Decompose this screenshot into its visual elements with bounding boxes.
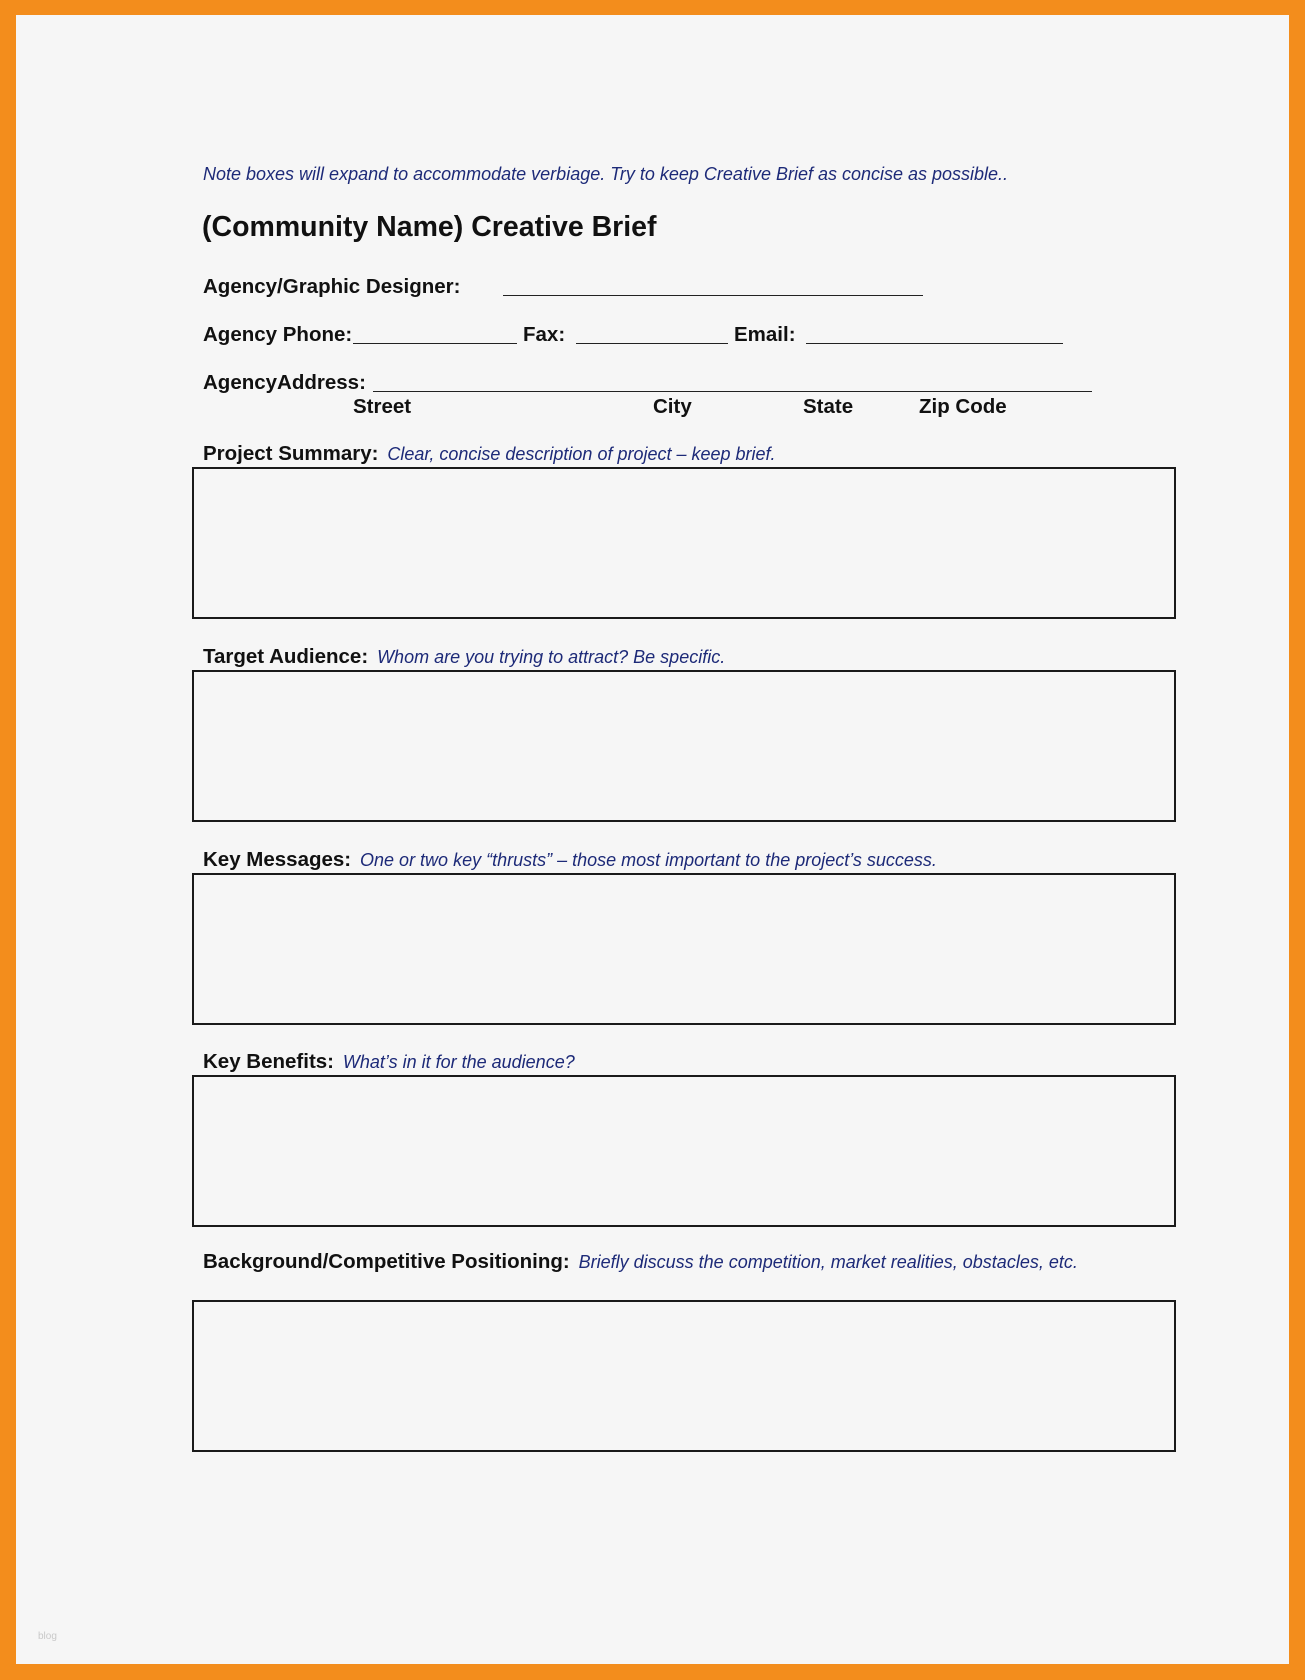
target-audience-heading — [203, 645, 725, 669]
fax-label: Fax: — [523, 323, 566, 346]
email-input-line[interactable] — [806, 343, 1063, 344]
section-label: Key Messages: — [203, 848, 352, 871]
section-hint: One or two key “thrusts” – those most important to the project’s success. — [360, 850, 937, 870]
address-city-label: City — [653, 395, 692, 418]
project-summary-box[interactable] — [192, 467, 1176, 619]
section-hint: What’s in it for the audience? — [342, 1052, 575, 1072]
key-benefits-heading — [203, 1050, 575, 1074]
section-label: Project Summary: — [203, 442, 379, 465]
target-audience-box[interactable] — [192, 670, 1176, 822]
address-state-label: State — [803, 395, 854, 418]
designer-input-line[interactable] — [503, 295, 923, 296]
section-label: Key Benefits: — [203, 1050, 335, 1073]
key-messages-box[interactable] — [192, 873, 1176, 1025]
key-benefits-box[interactable] — [192, 1075, 1176, 1227]
phone-label: Agency Phone: — [203, 323, 353, 346]
address-label: AgencyAddress: — [203, 371, 366, 394]
background-box[interactable] — [192, 1300, 1176, 1452]
watermark: blog — [38, 1631, 57, 1642]
background-heading — [203, 1251, 1083, 1275]
page-title: (Community Name) Creative Brief — [202, 211, 657, 243]
address-zip-label: Zip Code — [919, 395, 1007, 418]
project-summary-heading — [203, 442, 776, 466]
address-input-line[interactable] — [373, 391, 1092, 392]
key-messages-heading — [203, 848, 937, 872]
section-hint: Whom are you trying to attract? Be specific. — [377, 647, 726, 667]
section-label: Background/Competitive Positioning: — [203, 1250, 570, 1273]
fax-input-line[interactable] — [576, 343, 728, 344]
address-street-label: Street — [353, 395, 412, 418]
email-label: Email: — [734, 323, 796, 346]
phone-input-line[interactable] — [353, 343, 517, 344]
section-hint: Clear, concise description of project – keep brief. — [387, 444, 776, 464]
section-label: Target Audience: — [203, 645, 369, 668]
document-page — [16, 15, 1289, 1664]
designer-label: Agency/Graphic Designer: — [203, 275, 461, 298]
instruction-note: Note boxes will expand to accommodate verbiage. Try to keep Creative Brief as concise as possible.. — [203, 164, 1009, 184]
section-hint: Briefly discuss the competition, market realities, obstacles, etc. — [578, 1252, 1078, 1272]
